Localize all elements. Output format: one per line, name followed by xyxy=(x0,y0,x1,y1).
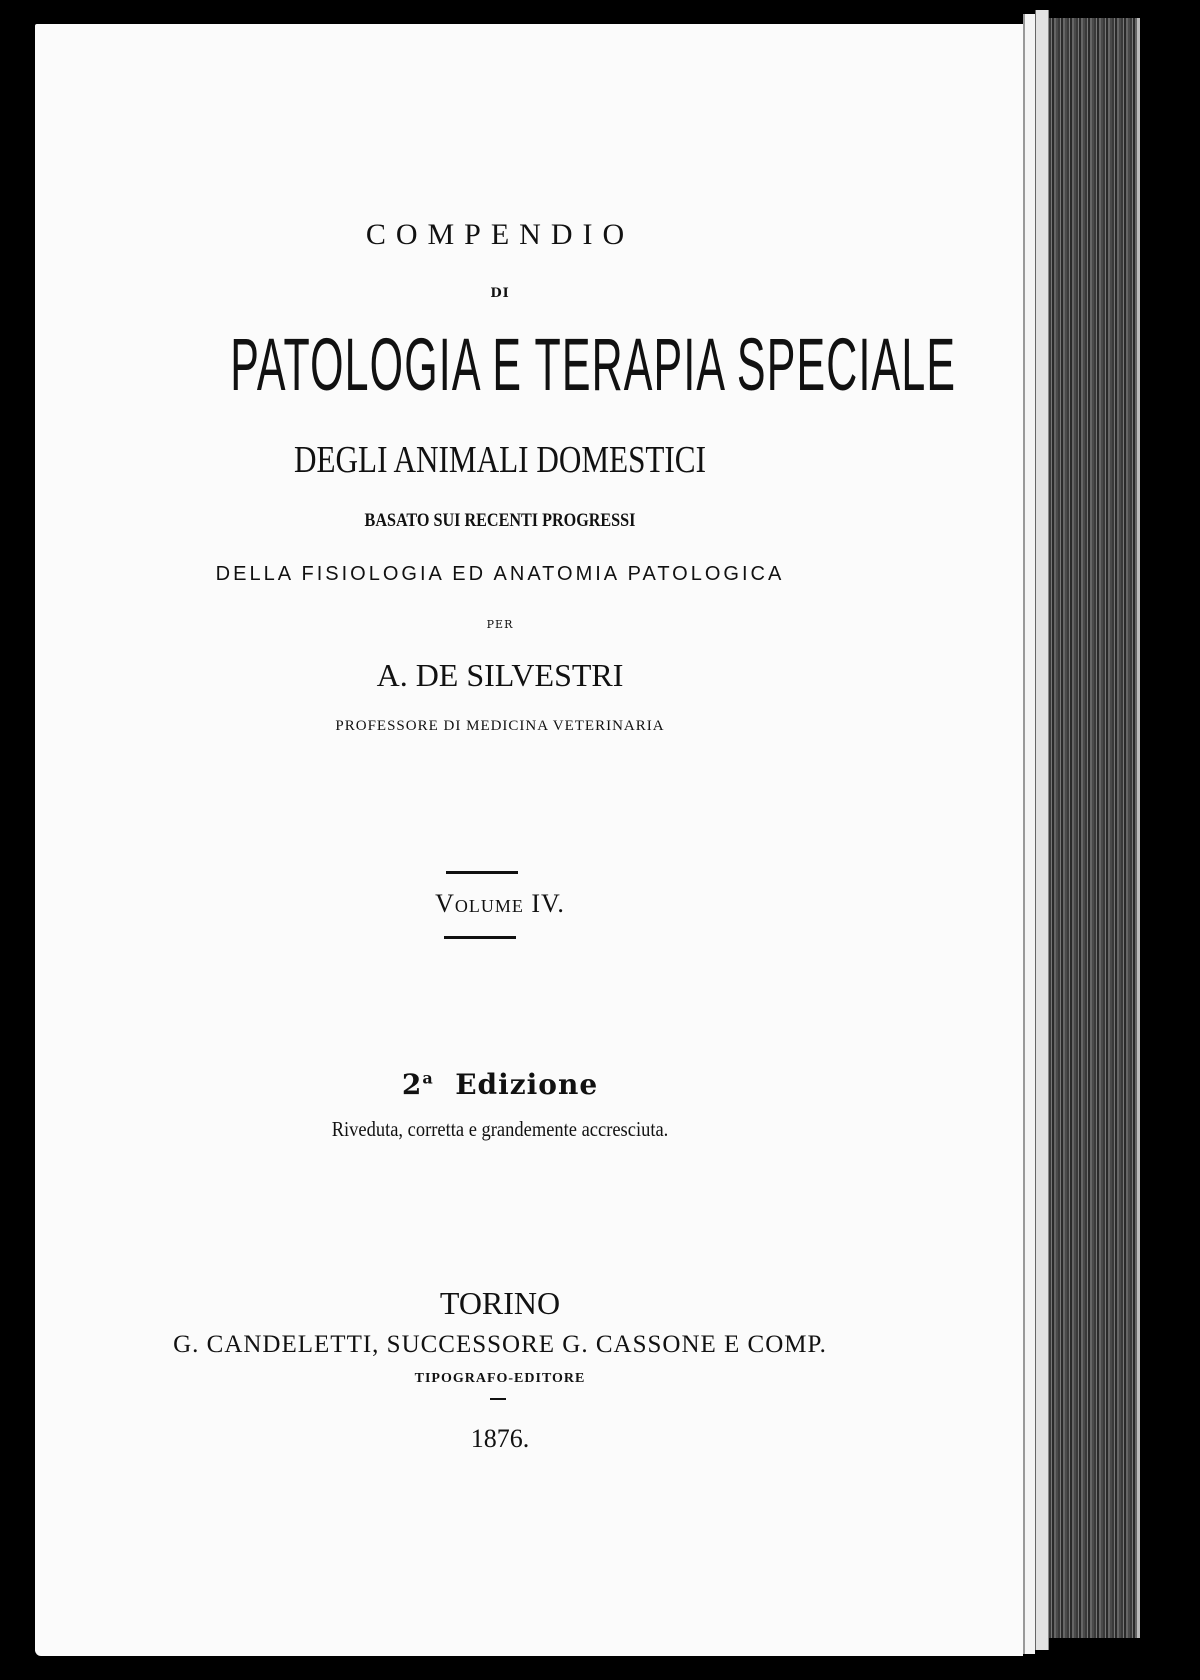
title-page xyxy=(35,24,1023,1656)
rule-top xyxy=(446,871,518,874)
city: TORINO xyxy=(439,1285,561,1321)
edition-note: Riveduta, corretta e grandemente accresciuta. xyxy=(331,1117,669,1141)
edition-label: Edizione xyxy=(455,1068,599,1101)
book-fore-edge xyxy=(1049,18,1140,1638)
publication-year: 1876. xyxy=(470,1424,530,1453)
edition-superscript: a xyxy=(422,1068,434,1088)
subtitle: DEGLI ANIMALI DOMESTICI xyxy=(294,439,706,481)
rule-bottom xyxy=(444,936,516,939)
di-connector: DI xyxy=(490,286,510,301)
volume-label: Volume IV. xyxy=(435,889,565,918)
publisher: G. CANDELETTI, SUCCESSORE G. CASSONE E COMP. xyxy=(173,1331,827,1358)
edition-number: 2 xyxy=(401,1068,423,1101)
rule-small xyxy=(490,1398,506,1400)
author-title: PROFESSORE DI MEDICINA VETERINARIA xyxy=(335,718,665,734)
edition-heading xyxy=(35,1068,965,1101)
compendio-heading: COMPENDIO xyxy=(365,218,635,251)
page-edge xyxy=(1023,14,1035,1654)
basis-line-1: BASATO SUI RECENTI PROGRESSI xyxy=(364,510,636,531)
author-name: A. DE SILVESTRI xyxy=(376,657,624,693)
basis-line-2: DELLA FISIOLOGIA ED ANATOMIA PATOLOGICA xyxy=(215,563,785,585)
publisher-role: TIPOGRAFO-EDITORE xyxy=(414,1371,586,1386)
page-edge-stack xyxy=(1035,10,1049,1650)
main-title: PATOLOGIA E TERAPIA SPECIALE xyxy=(230,323,957,406)
per-label: PER xyxy=(486,618,514,631)
